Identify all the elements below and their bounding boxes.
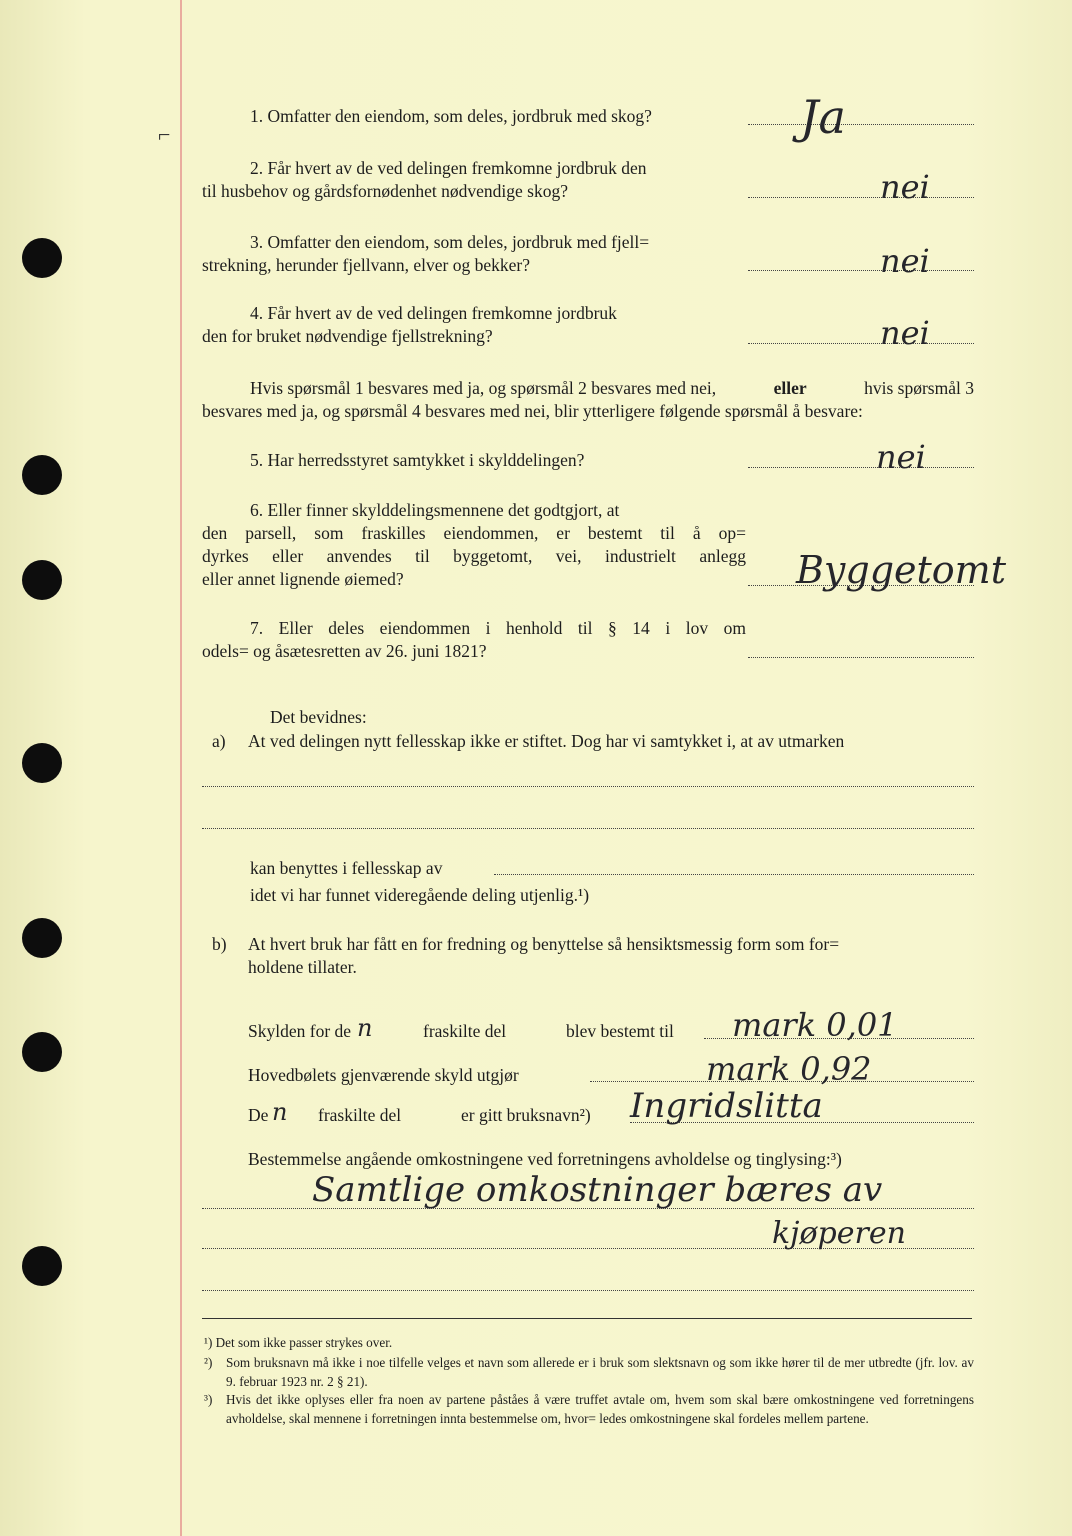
question-7-line-2: odels= og åsætesretten av 26. juni 1821? [202, 641, 487, 661]
answer-1: Ja [800, 90, 846, 144]
red-margin-line [180, 0, 182, 1536]
question-2-line-2: til husbehov og gårdsfornødenhet nødvendige skog? [202, 181, 568, 201]
answer-2: nei [880, 168, 930, 206]
question-6-line-4: eller annet lignende øiemed? [202, 569, 404, 589]
answer-line-1 [748, 124, 974, 125]
punch-hole [22, 560, 62, 600]
question-6-line-1: 6. Eller finner skylddelingsmennene det godtgjort, at [250, 500, 620, 520]
hoved-value: mark 0,92 [706, 1050, 872, 1088]
question-6-line-2: den parsell, som fraskilles eiendommen, er bestemt til å op= [202, 523, 746, 543]
question-6-line-3: dyrkes eller anvendes til byggetomt, vei, industrielt anlegg [202, 546, 746, 566]
section-a-text: At ved delingen nytt fellesskap ikke er stiftet. Dog har vi samtykket i, at av utmarken [248, 731, 845, 751]
bestemmelse-value-1: Samtlige omkostninger bæres av [312, 1170, 883, 1210]
den-label-2: fraskilte del [318, 1105, 402, 1125]
den-handwritten-n: n [272, 1098, 288, 1126]
felles-label: kan benyttes i fellesskap av [250, 858, 443, 878]
condition-bold-eller: eller [773, 378, 807, 398]
idet-text: idet vi har funnet videregående deling utjenlig.¹) [250, 885, 590, 905]
punch-hole [22, 918, 62, 958]
answer-line-3 [748, 270, 974, 271]
den-label-1: De [248, 1105, 269, 1125]
condition-text-1: Hvis spørsmål 1 besvares med ja, og spørsmål 2 besvares med nei, [250, 378, 717, 398]
answer-4: nei [880, 314, 930, 352]
answer-line-5 [748, 467, 974, 468]
felles-fill-line [494, 874, 974, 875]
punch-hole [22, 455, 62, 495]
condition-text-2: hvis spørsmål 3 [864, 378, 974, 398]
question-2-line-1: 2. Får hvert av de ved delingen fremkomne jordbruk den [250, 158, 647, 178]
answer-5: nei [876, 438, 926, 476]
bevidnes-heading: Det bevidnes: [270, 707, 367, 727]
punch-hole [22, 238, 62, 278]
skylden-label-3: blev bestemt til [566, 1021, 674, 1041]
section-b-line-2: holdene tillater. [248, 957, 357, 977]
question-3-line-2: strekning, herunder fjellvann, elver og bekker? [202, 255, 530, 275]
skylden-value: mark 0,01 [732, 1006, 898, 1044]
footnote-1: ¹) Det som ikke passer strykes over. [204, 1335, 393, 1350]
skylden-label-1: Skylden for de [248, 1021, 352, 1041]
answer-line-7 [748, 657, 974, 658]
question-1: 1. Omfatter den eiendom, som deles, jordbruk med skog? [250, 106, 652, 126]
pencil-tick-mark: ⌐ [158, 122, 171, 147]
punch-hole [22, 1032, 62, 1072]
skylden-label-2: fraskilte del [423, 1021, 507, 1041]
bestemmelse-value-2: kjøperen [772, 1216, 906, 1251]
question-4-line-1: 4. Får hvert av de ved delingen fremkomne jordbruk [250, 303, 617, 323]
footnote-2: Som bruksnavn må ikke i noe tilfelle velges et navn som allerede er i bruk som slektsnavn og som ikke hører til de mer utbredte (jfr. lov. av 9. februar 1923 nr. 2 § 21). [226, 1355, 974, 1389]
question-7-line-1: 7. Eller deles eiendommen i henhold til § 14 i lov om [250, 618, 746, 638]
punch-hole [22, 743, 62, 783]
bestemmelse-fill-line [202, 1290, 974, 1291]
section-a-label: a) [212, 731, 226, 751]
section-b-line-1: At hvert bruk har fått en for fredning og benyttelse så hensiktsmessig form som for= [248, 934, 840, 954]
question-5: 5. Har herredsstyret samtykket i skylddelingen? [250, 450, 585, 470]
punch-hole [22, 1246, 62, 1286]
fill-line [202, 828, 974, 829]
answer-3: nei [880, 242, 930, 280]
footnote-2-marker: ²) [204, 1355, 213, 1370]
den-label-3: er gitt bruksnavn²) [461, 1105, 591, 1125]
fill-line [202, 786, 974, 787]
footnote-rule [202, 1318, 972, 1319]
question-3-line-1: 3. Omfatter den eiendom, som deles, jordbruk med fjell= [250, 232, 650, 252]
bruksnavn-value: Ingridslitta [630, 1086, 823, 1126]
footnote-3: Hvis det ikke oplyses eller fra noen av partene påståes å være truffet avtale om, hvem som skal bære omkostningene ved forretningens avholdelse, skal mennene i forretningen innta bestemmelse om, hvor= ledes omkostningene skal fordeles mellem partene. [226, 1392, 974, 1426]
footnote-3-marker: ³) [204, 1392, 213, 1407]
answer-line-2 [748, 197, 974, 198]
answer-6: Byggetomt [796, 548, 1006, 592]
hoved-label: Hovedbølets gjenværende skyld utgjør [248, 1065, 519, 1085]
skylden-handwritten-n: n [357, 1014, 373, 1042]
bestemmelse-label: Bestemmelse angående omkostningene ved forretningens avholdelse og tinglysing:³) [248, 1149, 842, 1169]
section-b-label: b) [212, 934, 227, 954]
condition-line-2: besvares med ja, og spørsmål 4 besvares med nei, blir ytterligere følgende spørsmål å besvare: [202, 401, 863, 421]
question-4-line-2: den for bruket nødvendige fjellstrekning? [202, 326, 493, 346]
condition-line-1 [250, 377, 974, 400]
answer-line-4 [748, 343, 974, 344]
